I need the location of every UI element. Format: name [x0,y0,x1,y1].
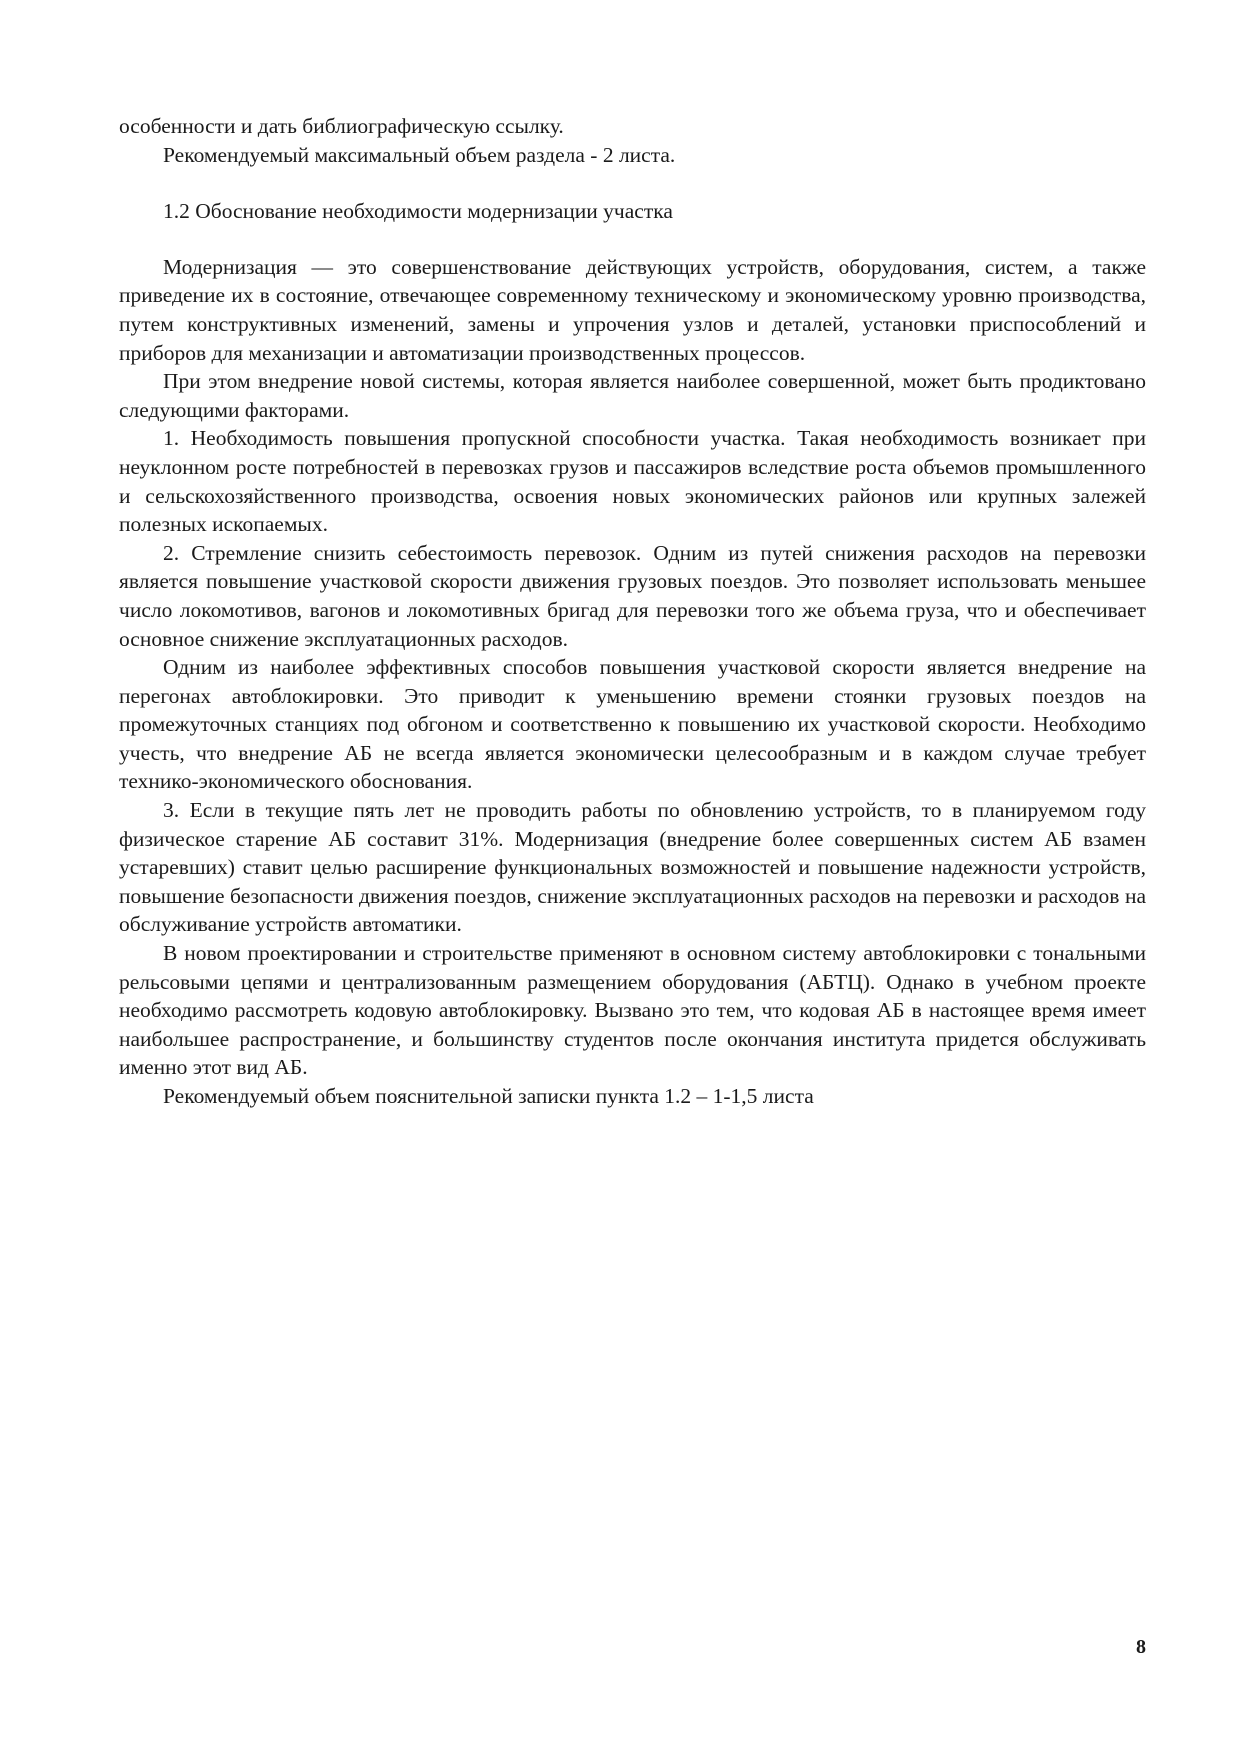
paragraph-factor-3: 3. Если в текущие пять лет не проводить работы по обновлению устройств, то в планируемом году физическое старение АБ составит 31%. Модернизация (внедрение более совершенных систем АБ взамен устаревших) ставит целью расширение функциональных возможностей и повышение надежности устройств, повышение безопасности движения поездов, снижение эксплуатационных расходов на перевозки и расходов на обслуживание устройств автоматики. [119,798,1146,937]
paragraph-factors-intro: При этом внедрение новой системы, которая является наиболее совершенной, может быть продиктовано следующими факторами. [119,369,1146,422]
paragraph-autoblock-efficiency: Одним из наиболее эффективных способов повышения участковой скорости является внедрение на перегонах автоблокировки. Это приводит к уменьшению времени стоянки грузовых поездов на промежуточных станциях под обгоном и соответственно к повышению их участковой скорости. Необходимо учесть, что внедрение АБ не всегда является экономически целесообразным и в каждом случае требует технико-экономического обоснования. [119,655,1146,794]
paragraph-abtc-design: В новом проектировании и строительстве применяют в основном систему автоблокировки с тональными рельсовыми цепями и централизованным размещением оборудования (АБТЦ). Однако в учебном проекте необходимо рассмотреть кодовую автоблокировку. Вызвано это тем, что кодовая АБ в настоящее время имеет наибольшее распространение, и большинству студентов после окончания института придется обслуживать именно этот вид АБ. [119,941,1146,1080]
page-number: 8 [1136,1636,1146,1658]
section-heading: 1.2 Обоснование необходимости модернизации участка [163,199,673,224]
paragraph-section-size-note: Рекомендуемый максимальный объем раздела - 2 листа. [163,142,676,167]
paragraph-factor-1: 1. Необходимость повышения пропускной способности участка. Такая необходимость возникает при неуклонном росте потребностей в перевозках грузов и пассажиров вследствие роста объемов промышленного и сельскохозяйственного производства, освоения новых экономических районов или крупных залежей полезных ископаемых. [119,426,1146,537]
paragraph-continuation: особенности и дать библиографическую ссылку. [119,114,564,138]
paragraph-recommended-volume: Рекомендуемый объем пояснительной записки пункта 1.2 – 1-1,5 листа [163,1084,814,1108]
paragraph-modernization-definition: Модернизация — это совершенствование действующих устройств, оборудования, систем, а также приведение их в состояние, отвечающее современному техническому и экономическому уровню производства, путем конструктивных изменений, замены и упрочения узлов и деталей, установки приспособлений и приборов для механизации и автоматизации производственных процессов. [119,254,1146,365]
paragraph-factor-2: 2. Стремление снизить себестоимость перевозок. Одним из путей снижения расходов на перевозки является повышение участковой скорости движения грузовых поездов. Это позволяет использовать меньшее число локомотивов, вагонов и локомотивных бригад для перевозки того же объема груза, что и обеспечивает основное снижение эксплуатационных расходов. [119,540,1146,651]
document-body [119,112,1146,1111]
